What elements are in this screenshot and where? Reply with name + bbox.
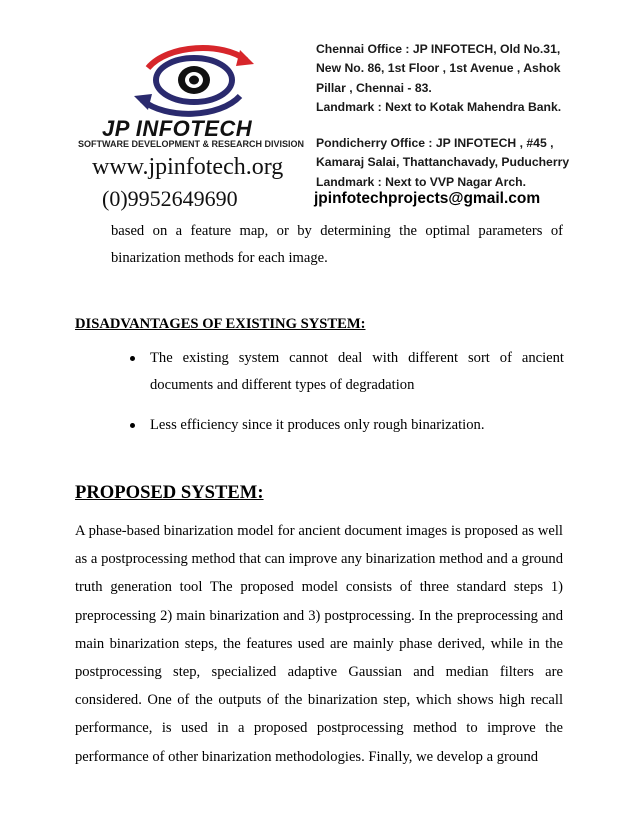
letterhead bbox=[78, 34, 572, 216]
pondy-line: Landmark : Next to VVP Nagar Arch. bbox=[316, 174, 526, 189]
phone-number: (0)9952649690 bbox=[102, 186, 238, 211]
disadvantages-heading: DISADVANTAGES OF EXISTING SYSTEM: bbox=[75, 316, 366, 332]
website-link[interactable]: www.jpinfotech.org bbox=[92, 154, 284, 180]
pondicherry-office-address bbox=[316, 134, 569, 192]
brand-name: JP INFOTECH bbox=[102, 116, 253, 141]
proposed-paragraph: A phase-based binarization model for ancient document images is proposed as well as a postprocessing method that can improve any binarization method and a ground truth generation tool The proposed model consists of three standard steps 1) preprocessing 2) main binarization and 3) postprocessing. In the preprocessing and main binarization steps, the features used are mainly phase derived, while in the postprocessing step, specialized adaptive Gaussian and median filters are considered. One of the outputs of the binarization step, which shows high recall performance, is used in a proposed postprocessing method to improve the performance of other binarization methodologies. Finally, we develop a ground bbox=[75, 523, 563, 765]
email-address[interactable]: jpinfotechprojects@gmail.com bbox=[314, 190, 541, 207]
list-item bbox=[124, 345, 564, 399]
list-item bbox=[124, 412, 564, 439]
bullet-icon bbox=[130, 356, 135, 361]
intro-paragraph: based on a feature map, or by determining the optimal parameters of binarization methods for each image. bbox=[111, 223, 563, 266]
chennai-line: Chennai Office : JP INFOTECH, Old No.31, bbox=[316, 42, 561, 56]
division-tagline: SOFTWARE DEVELOPMENT & RESEARCH DIVISION bbox=[78, 139, 305, 149]
pondy-line: Kamaraj Salai, Thattanchavady, Puducherry bbox=[316, 155, 570, 170]
chennai-line: Landmark : Next to Kotak Mahendra Bank. bbox=[316, 99, 562, 114]
proposed-heading: PROPOSED SYSTEM: bbox=[75, 482, 264, 503]
chennai-office-address bbox=[316, 40, 561, 117]
disadvantages-list bbox=[124, 345, 564, 452]
bullet-icon bbox=[130, 423, 135, 428]
pondy-line: Pondicherry Office : JP INFOTECH , #45 , bbox=[316, 136, 554, 150]
chennai-line: New No. 86, 1st Floor , 1st Avenue , Ashok bbox=[316, 61, 561, 76]
chennai-line: Pillar , Chennai - 83. bbox=[316, 80, 432, 95]
list-item-text: The existing system cannot deal with different sort of ancient documents and different types of degradation bbox=[150, 350, 564, 393]
list-item-text: Less efficiency since it produces only rough binarization. bbox=[150, 417, 485, 433]
